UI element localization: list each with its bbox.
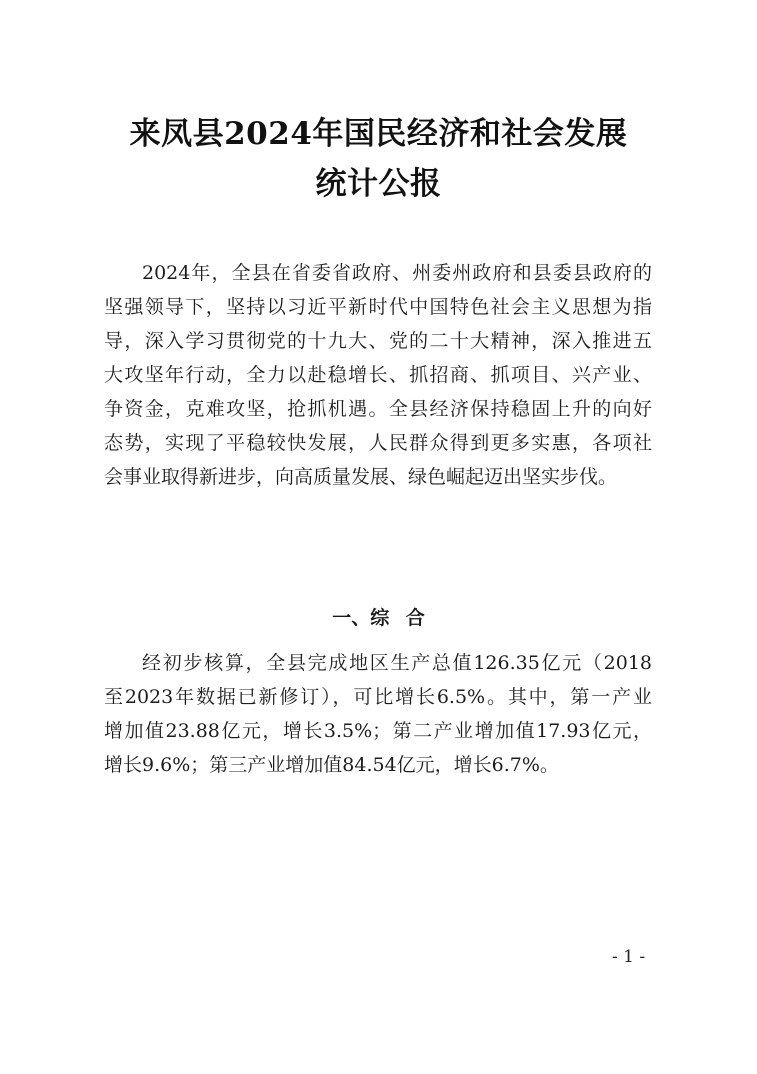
section-general-line: 经初步核算，全县完成地区生产总值126.35亿元（2018 bbox=[142, 652, 652, 674]
section-general-line: 增加值23.88亿元，增长3.5%；第二产业增加值17.93亿元， bbox=[104, 720, 652, 742]
intro-line: 导，深入学习贯彻党的十九大、党的二十大精神，深入推进五 bbox=[104, 330, 652, 352]
document-title-line-1: 来凤县2024年国民经济和社会发展 bbox=[129, 116, 628, 152]
intro-paragraph bbox=[104, 256, 652, 494]
intro-line: 2024年，全县在省委省政府、州委州政府和县委县政府的 bbox=[142, 262, 652, 284]
page-number: - 1 - bbox=[612, 947, 646, 967]
intro-line: 争资金，克难攻坚，抢抓机遇。全县经济保持稳固上升的向好 bbox=[104, 398, 652, 420]
section-heading-general: 一、综 合 bbox=[332, 607, 425, 629]
intro-line: 态势，实现了平稳较快发展，人民群众得到更多实惠，各项社 bbox=[104, 432, 652, 454]
section-general-line: 至2023年数据已新修订），可比增长6.5%。其中，第一产业 bbox=[104, 686, 652, 708]
document-title-line-2: 统计公报 bbox=[315, 166, 442, 202]
section-general-paragraph bbox=[104, 646, 652, 782]
intro-line: 会事业取得新进步，向高质量发展、绿色崛起迈出坚实步伐。 bbox=[104, 466, 618, 488]
intro-line: 坚强领导下，坚持以习近平新时代中国特色社会主义思想为指 bbox=[104, 296, 652, 318]
intro-line: 大攻坚年行动，全力以赴稳增长、抓招商、抓项目、兴产业、 bbox=[104, 364, 652, 386]
section-general-line: 增长9.6%；第三产业增加值84.54亿元，增长6.7%。 bbox=[104, 754, 559, 776]
